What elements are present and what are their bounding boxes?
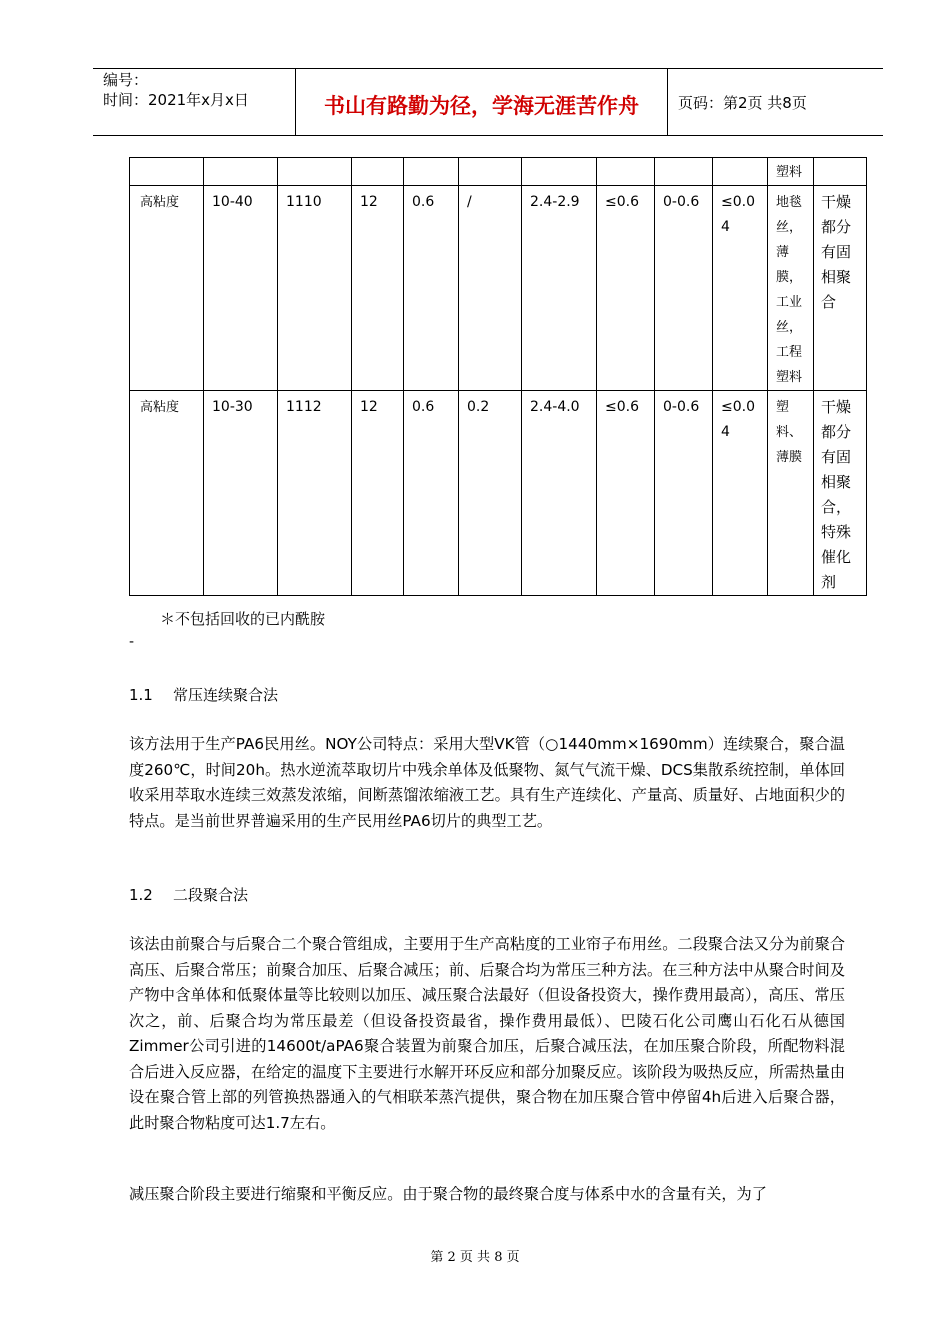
table-cell-note: 干燥都分有固相聚合: [814, 186, 867, 391]
header-motto: 书山有路勤为径，学海无涯苦作舟: [324, 93, 639, 118]
table-cell-note: 干燥都分有固相聚合，特殊催化剂: [814, 391, 867, 596]
table-cell: 0-0.6: [655, 391, 713, 596]
table-cell: 2.4-2.9: [522, 186, 597, 391]
table-cell-application: 塑料、薄膜: [768, 391, 814, 596]
table-cell: [352, 158, 404, 186]
table-footnote: ＊不包括回收的已内酰胺: [160, 610, 326, 628]
header-number-label: 编号：: [103, 71, 149, 89]
table-cell: 10-40: [204, 186, 278, 391]
section-heading: [129, 684, 278, 705]
table-cell: 0.2: [459, 391, 522, 596]
header-time-label: 时间：2021年x月x日: [103, 91, 249, 109]
table-cell-category: 高粘度: [130, 186, 204, 391]
table-cell: [130, 158, 204, 186]
table-cell: [522, 158, 597, 186]
table-cell: 10-30: [204, 391, 278, 596]
table-row: [130, 186, 867, 391]
header-page-label: 页码：第2页 共8页: [678, 94, 807, 112]
separator-dash: -: [129, 634, 135, 650]
section-title: 二段聚合法: [173, 886, 249, 904]
paragraph: 该法由前聚合与后聚合二个聚合管组成，主要用于生产高粘度的工业帘子布用丝。二段聚合法又分为前聚合高压、后聚合常压；前聚合加压、后聚合减压；前、后聚合均为常压三种方法。在三种方法中从聚合时间及产物中含单体和低聚体量等比较则以加压、减压聚合法最好（但设备投资大，操作费用最高），高压、常压次之，前、后聚合均为常压最差（但设备投资最省，操作费用最低）、巴陵石化公司鹰山石化石从德国Zimmer公司引进的14600t/aPA6聚合装置为前聚合加压，后聚合减压法，在加压聚合阶段，所配物料混合后进入反应器，在给定的温度下主要进行水解开环反应和部分加聚反应。该阶段为吸热反应，所需热量由设在聚合管上部的列管换热器通入的气相联苯蒸汽提供，聚合物在加压聚合管中停留4h后进入后聚合器，此时聚合物粘度可达1.7左右。: [129, 935, 845, 1132]
section-title: 常压连续聚合法: [173, 686, 279, 704]
header-top-rule: [93, 68, 883, 69]
table-cell: 2.4-4.0: [522, 391, 597, 596]
table-cell: [655, 158, 713, 186]
table-cell: [204, 158, 278, 186]
header-divider-right: [667, 68, 668, 136]
table-cell-category: 高粘度: [130, 391, 204, 596]
table-row: [130, 158, 867, 186]
section-number: 1.1: [129, 686, 153, 704]
section-number: 1.2: [129, 886, 153, 904]
table-cell: 1110: [278, 186, 352, 391]
paragraph: 减压聚合阶段主要进行缩聚和平衡反应。由于聚合物的最终聚合度与体系中水的含量有关，为了: [129, 1185, 767, 1203]
table-cell-application: 地毯丝，薄膜，工业丝，工程塑料: [768, 186, 814, 391]
table-cell: [404, 158, 459, 186]
spec-table: [129, 157, 867, 596]
table-cell-application: 塑料: [768, 158, 814, 186]
table-cell: [597, 158, 655, 186]
page-footer: 第 2 页 共 8 页: [430, 1250, 520, 1265]
table-cell-note: [814, 158, 867, 186]
table-cell: [713, 158, 768, 186]
table-cell: 0.6: [404, 391, 459, 596]
table-cell: ≤0.04: [713, 186, 768, 391]
table-cell: 12: [352, 391, 404, 596]
header-bottom-rule: [93, 135, 883, 136]
table-cell: ≤0.6: [597, 186, 655, 391]
table-cell: [278, 158, 352, 186]
section-heading: [129, 884, 248, 905]
table-cell: [459, 158, 522, 186]
table-cell: /: [459, 186, 522, 391]
table-cell: ≤0.04: [713, 391, 768, 596]
table-cell: 12: [352, 186, 404, 391]
table-cell: 0.6: [404, 186, 459, 391]
table-cell: 1112: [278, 391, 352, 596]
paragraph: 该方法用于生产PA6民用丝。NOY公司特点：采用大型VK管（○1440mm×1690mm）连续聚合，聚合温度260℃，时间20h。热水逆流萃取切片中残余单体及低聚物、氮气气流干燥、DCS集散系统控制，单体回收采用萃取水连续三效蒸发浓缩，间断蒸馏浓缩液工艺。具有生产连续化、产量高、质量好、占地面积少的特点。是当前世界普遍采用的生产民用丝PA6切片的典型工艺。: [129, 735, 845, 830]
table-cell: ≤0.6: [597, 391, 655, 596]
table-row: [130, 391, 867, 596]
table-cell: 0-0.6: [655, 186, 713, 391]
